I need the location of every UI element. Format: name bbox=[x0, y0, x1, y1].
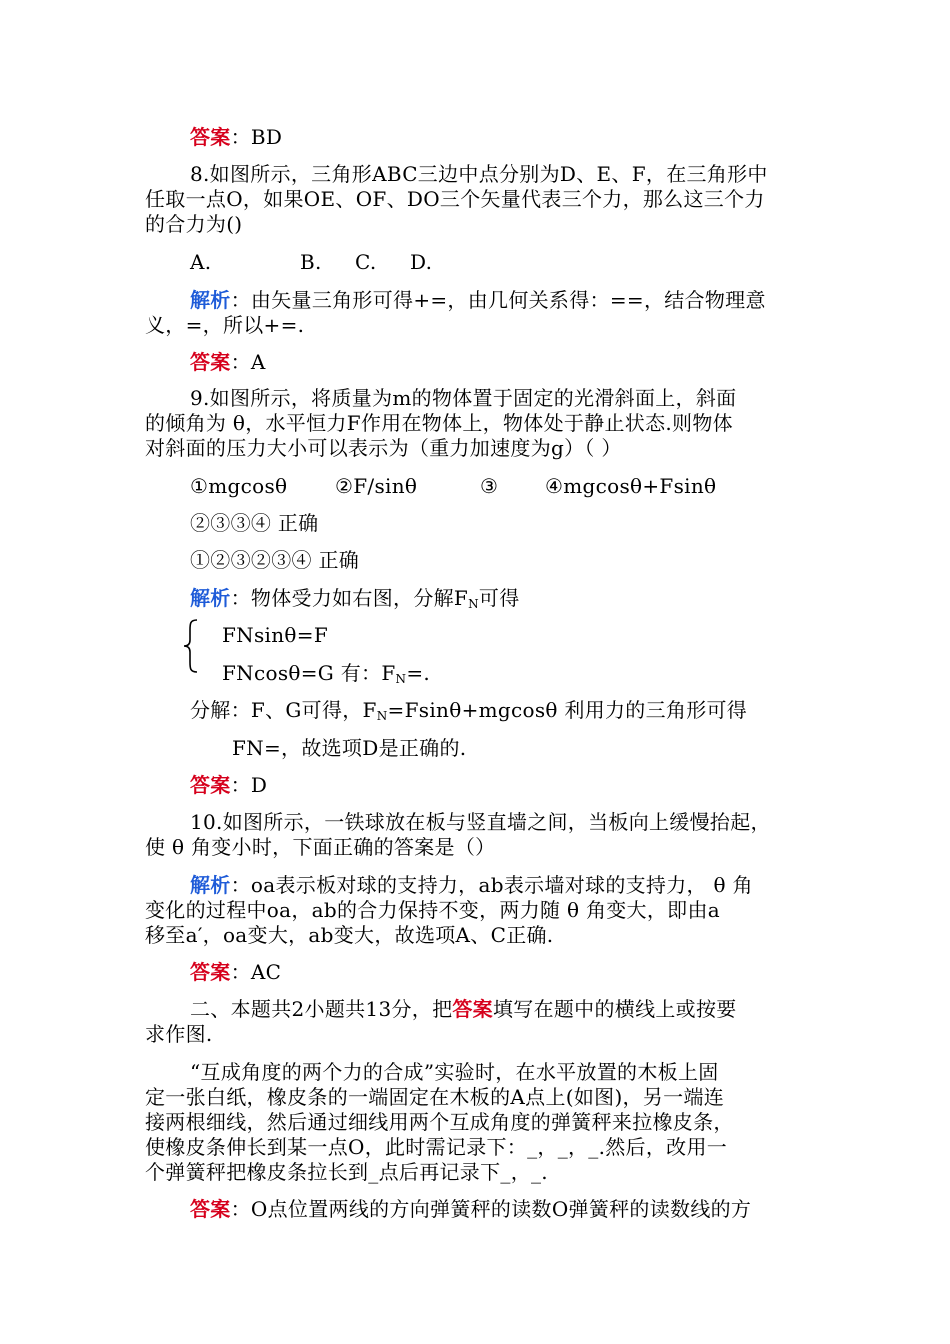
analysis-label: 解析 bbox=[190, 288, 231, 312]
q9-decomposition-line: 分解：F、G可得，$F_N=Fsin\theta+mgcos\theta$ 利用力的三角形可得 bbox=[190, 698, 748, 723]
analysis-label: 解析 bbox=[190, 586, 231, 610]
q10-answer-line: 答案：AC bbox=[190, 960, 282, 984]
q10-answer: AC bbox=[250, 960, 282, 984]
q8-answer-line: 答案：A bbox=[190, 350, 266, 374]
section2-line-1: 二、本题共2小题共13分，把答案填写在题中的横线上或按要 bbox=[190, 997, 737, 1021]
q10-analysis-line-2: 变化的过程中oa，ab的合力保持不变，两力随 θ 角变大，即由a bbox=[145, 898, 720, 922]
q9-stem-line-2: 的倾角为 θ，水平恒力F作用在物体上，物体处于静止状态.则物体 bbox=[145, 411, 733, 435]
q9-stem-line-1: 9.如图所示，将质量为m的物体置于固定的光滑斜面上，斜面 bbox=[190, 386, 737, 410]
q9-option-3: ③ bbox=[480, 474, 499, 498]
q9-stem-line-3: 对斜面的压力大小可以表示为（重力加速度为g）（ ） bbox=[145, 436, 622, 460]
answer-label: 答案 bbox=[190, 125, 231, 149]
q8-stem-line-3: 的合力为() bbox=[145, 212, 243, 236]
q8-stem-line-2: 任取一点O，如果OE、OF、DO三个矢量代表三个力，那么这三个力 bbox=[145, 187, 765, 211]
q11-answer: O点位置两线的方向弹簧秤的读数O弹簧秤的读数线的方 bbox=[250, 1197, 752, 1221]
q10-stem-line-2: 使 θ 角变小时，下面正确的答案是（） bbox=[145, 835, 496, 859]
q8-option-c: C. bbox=[355, 250, 377, 274]
q10-analysis-line-3: 移至a′，oa变大，ab变大，故选项A、C正确. bbox=[145, 923, 554, 947]
q8-analysis-line-1: 解析：由矢量三角形可得+=，由几何关系得：==，结合物理意 bbox=[190, 288, 766, 312]
answer-label: 答案 bbox=[190, 350, 231, 374]
analysis-label: 解析 bbox=[190, 873, 231, 897]
q11-stem-line-4: 使橡皮条伸长到某一点O，此时需记录下：_，_，_.然后，改用一 bbox=[145, 1135, 728, 1159]
q8-option-a: A. bbox=[190, 250, 212, 274]
q9-equation-2: FNcosθ=G 有：$F_N=$. bbox=[222, 661, 431, 686]
q8-answer: A bbox=[250, 350, 266, 374]
q9-choice-line-2: ①②③②③④ 正确 bbox=[190, 548, 360, 572]
q7-answer-line: 答案：BD bbox=[190, 125, 283, 149]
answer-label: 答案 bbox=[190, 1197, 231, 1221]
section2-line-2: 求作图. bbox=[145, 1022, 213, 1046]
q11-stem-line-1: “互成角度的两个力的合成”实验时，在水平放置的木板上固 bbox=[190, 1060, 719, 1084]
q9-analysis-line: 解析：物体受力如右图，分解$F_N$可得 bbox=[190, 586, 520, 611]
q11-stem-line-5: 个弹簧秤把橡皮条拉长到_点后再记录下_，_. bbox=[145, 1160, 548, 1184]
answer-label: 答案 bbox=[190, 773, 231, 797]
q8-option-b: B. bbox=[300, 250, 322, 274]
q9-option-4: ④mgcosθ+Fsinθ bbox=[545, 474, 717, 498]
q9-option-1: ①mgcosθ bbox=[190, 474, 288, 498]
q9-option-2: ②F/sinθ bbox=[335, 474, 418, 498]
q10-stem-line-1: 10.如图所示，一铁球放在板与竖直墙之间，当板向上缓慢抬起， bbox=[190, 810, 771, 834]
q9-choice-line-1: ②③③④ 正确 bbox=[190, 511, 319, 535]
q8-stem-line-1: 8.如图所示，三角形ABC三边中点分别为D、E、F，在三角形中 bbox=[190, 162, 768, 186]
equation-brace bbox=[181, 618, 201, 674]
q9-answer: D bbox=[250, 773, 268, 797]
q9-fn-line: FN=，故选项D是正确的. bbox=[232, 736, 467, 760]
q7-answer: BD bbox=[250, 125, 283, 149]
q9-answer-line: 答案：D bbox=[190, 773, 268, 797]
q10-analysis-line-1: 解析：oa表示板对球的支持力，ab表示墙对球的支持力， θ 角 bbox=[190, 873, 753, 897]
q11-stem-line-3: 接两根细线，然后通过细线用两个互成角度的弹簧秤来拉橡皮条， bbox=[145, 1110, 734, 1134]
q11-stem-line-2: 定一张白纸，橡皮条的一端固定在木板的A点上(如图)，另一端连 bbox=[145, 1085, 725, 1109]
q11-answer-line: 答案：O点位置两线的方向弹簧秤的读数O弹簧秤的读数线的方 bbox=[190, 1197, 752, 1221]
q8-option-d: D. bbox=[410, 250, 433, 274]
q9-equation-1: FNsinθ=F bbox=[222, 623, 328, 647]
q8-analysis-line-2: 义，=，所以+=. bbox=[145, 313, 305, 337]
answer-label: 答案 bbox=[190, 960, 231, 984]
